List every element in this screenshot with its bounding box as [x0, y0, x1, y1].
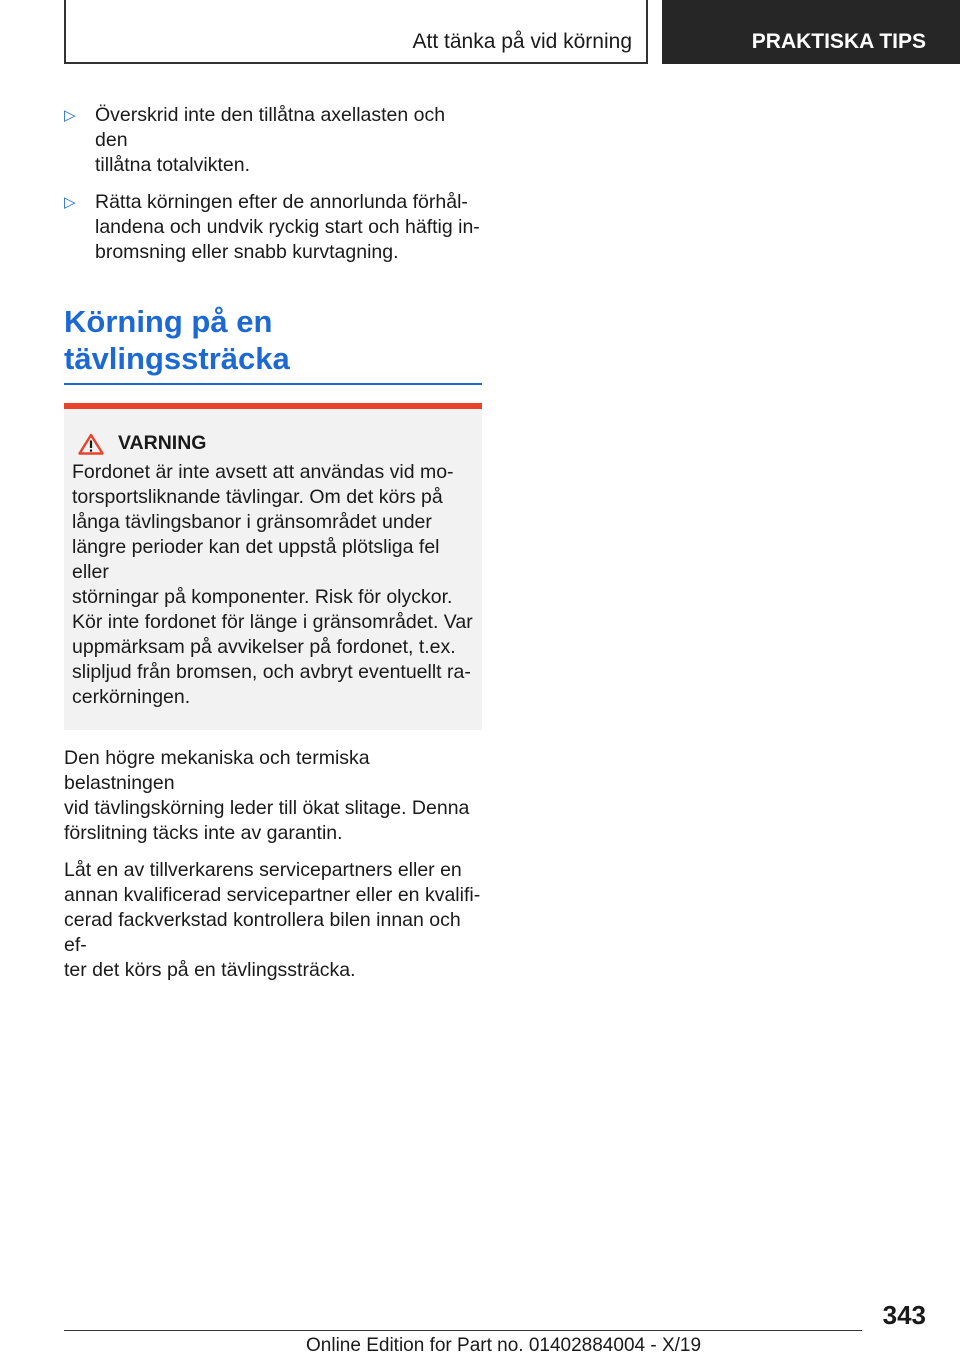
paragraph-line: förslitning täcks inte av garantin.	[64, 822, 343, 844]
warning-line: längre perioder kan det uppstå plötsliga fel eller	[72, 536, 440, 583]
bullet-item	[64, 103, 482, 178]
section-title-line: tävlingssträcka	[64, 341, 290, 376]
warning-line: torsportsliknande tävlingar. Om det körs på	[72, 486, 443, 508]
bullet-line: bromsning eller snabb kurvtagning.	[95, 241, 399, 263]
warning-box	[64, 403, 482, 730]
warning-line: cerkörningen.	[72, 686, 191, 708]
warning-line: slipljud från bromsen, och avbryt eventuellt ra-	[72, 661, 471, 683]
body-paragraph	[64, 746, 482, 846]
paragraph-line: vid tävlingskörning leder till ökat slitage. Denna	[64, 797, 470, 819]
paragraph-line: Den högre mekaniska och termiska belastningen	[64, 747, 370, 794]
body-paragraph	[64, 858, 482, 983]
main-content	[64, 103, 482, 983]
section-title-line: Körning på en	[64, 304, 273, 339]
header-section-tab	[64, 0, 648, 64]
footer-divider	[64, 1330, 862, 1331]
bullet-item	[64, 190, 482, 265]
bullet-arrow-icon: ▷	[64, 194, 76, 211]
page-number: 343	[882, 1300, 926, 1330]
header-section-label: Att tänka på vid körning	[412, 30, 632, 53]
paragraph-line: Låt en av tillverkarens servicepartners eller en	[64, 859, 462, 881]
bullet-line: Rätta körningen efter de annorlunda förhål-	[95, 191, 468, 213]
warning-triangle-icon	[78, 433, 104, 455]
bullet-arrow-icon: ▷	[64, 107, 76, 124]
bullet-line: tillåtna totalvikten.	[95, 154, 251, 176]
warning-header	[72, 431, 474, 456]
paragraph-line: cerad fackverkstad kontrollera bilen innan och ef-	[64, 909, 461, 956]
warning-line: långa tävlingsbanor i gränsområdet under	[72, 511, 432, 533]
bullet-line: Överskrid inte den tillåtna axellasten och den	[95, 104, 446, 151]
header-chapter-tab	[662, 0, 960, 64]
bullet-line: landena och undvik ryckig start och häftig in-	[95, 216, 480, 238]
footer-note: Online Edition for Part no. 01402884004 - X/19	[306, 1335, 702, 1356]
warning-line: Fordonet är inte avsett att användas vid mo-	[72, 461, 454, 483]
section-title	[64, 303, 482, 385]
warning-line: störningar på komponenter. Risk för olyckor.	[72, 586, 453, 608]
header-chapter-label: PRAKTISKA TIPS	[751, 30, 926, 53]
paragraph-line: annan kvalificerad servicepartner eller en kvalifi-	[64, 884, 481, 906]
warning-line: Kör inte fordonet för länge i gränsområdet. Var	[72, 611, 473, 633]
warning-line: uppmärksam på avvikelser på fordonet, t.ex.	[72, 636, 456, 658]
paragraph-line: ter det körs på en tävlingssträcka.	[64, 959, 356, 981]
warning-label: VARNING	[118, 432, 207, 454]
